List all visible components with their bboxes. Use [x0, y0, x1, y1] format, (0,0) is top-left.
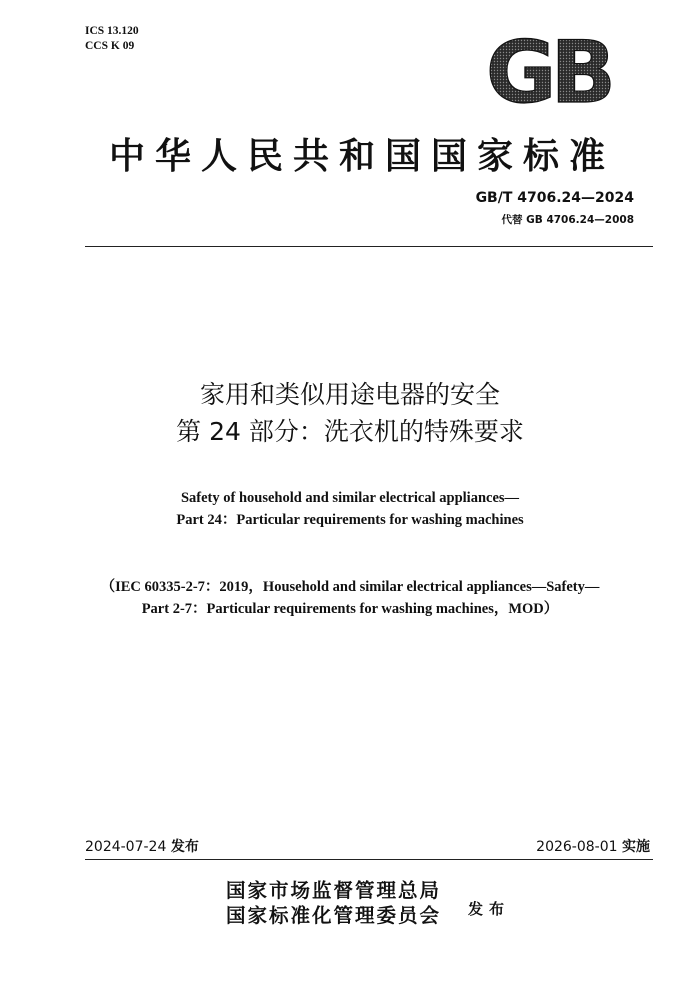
gb-standard-logo: [478, 30, 618, 112]
english-title: [0, 487, 700, 531]
ics-code: ICS 13.120: [85, 25, 139, 37]
header-divider: [85, 246, 653, 247]
gb-logo-letters: GB: [485, 30, 611, 112]
iec-reference: [0, 576, 700, 620]
publishers: [226, 878, 441, 928]
replaces-standard: 代替 GB 4706.24—2008: [501, 214, 634, 226]
ccs-code: CCS K 09: [85, 40, 135, 52]
implementation-date: [536, 836, 650, 856]
iec-reference-line-2: Part 2-7：Particular requirements for washing machines，MOD）: [141, 601, 559, 617]
publisher-line-1: 国家市场监督管理总局: [226, 879, 442, 902]
classification-codes: [85, 24, 139, 54]
issue-date: [85, 836, 199, 856]
iec-reference-line-1: （IEC 60335-2-7：2019，Household and similar electrical appliances—Safety—: [100, 579, 600, 595]
page-title: 中华人民共和国国家标准: [108, 135, 615, 177]
chinese-title: [0, 376, 700, 450]
footer-divider: [85, 859, 653, 860]
publish-action: 发布: [468, 900, 511, 918]
issue-date-value: 2024-07-24: [85, 839, 167, 855]
implementation-date-value: 2026-08-01: [536, 839, 618, 855]
standard-number-block: [476, 190, 634, 227]
standard-number: GB/T 4706.24—2024: [475, 190, 634, 206]
chinese-title-line-2: 第 24 部分：洗衣机的特殊要求: [176, 417, 524, 446]
issue-label: 发布: [170, 839, 199, 855]
chinese-title-line-1: 家用和类似用途电器的安全: [199, 380, 500, 409]
english-title-line-2: Part 24：Particular requirements for washing machines: [176, 512, 524, 528]
implementation-label: 实施: [622, 839, 650, 855]
publisher-line-2: 国家标准化管理委员会: [226, 904, 442, 927]
english-title-line-1: Safety of household and similar electrical appliances—: [180, 490, 520, 506]
